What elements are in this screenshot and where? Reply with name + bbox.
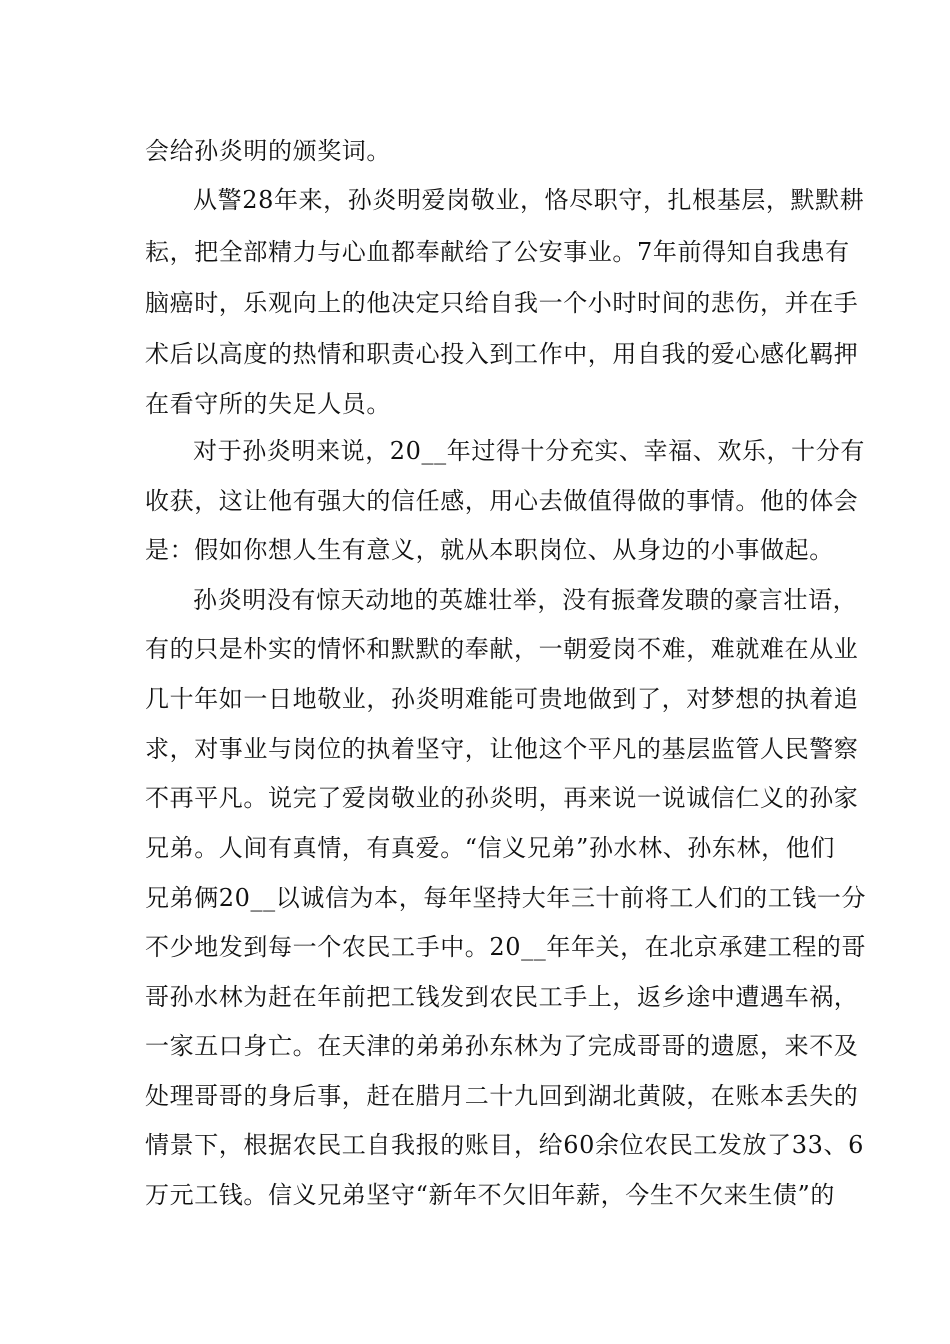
text-line: 耘，把全部精力与心血都奉献给了公安事业。7年前得知自我患有 — [145, 238, 850, 266]
text-line: 哥孙水林为赶在年前把工钱发到农民工手上，返乡途中遭遇车祸， — [145, 983, 859, 1011]
text-line: 处理哥哥的身后事，赶在腊月二十九回到湖北黄陂，在账本丢失的 — [145, 1082, 859, 1110]
text-line: 不再平凡。说完了爱岗敬业的孙炎明，再来说一说诚信仁义的孙家 — [145, 784, 859, 812]
paragraph-first-line: 孙炎明没有惊天动地的英雄壮举，没有振聋发聩的豪言壮语， — [193, 586, 858, 614]
text-line: 脑癌时，乐观向上的他决定只给自我一个小时时间的悲伤，并在手 — [145, 289, 859, 317]
text-line: 一家五口身亡。在天津的弟弟孙东林为了完成哥哥的遗愿，来不及 — [145, 1032, 859, 1060]
text-line: 有的只是朴实的情怀和默默的奉献，一朝爱岗不难，难就难在从业 — [145, 635, 859, 663]
text-line: 兄弟。人间有真情，有真爱。“信义兄弟”孙水林、孙东林，他们 — [145, 834, 835, 862]
paragraph-first-line: 从警28年来，孙炎明爱岗敬业，恪尽职守，扎根基层，默默耕 — [193, 186, 865, 214]
text-line: 收获，这让他有强大的信任感，用心去做值得做的事情。他的体会 — [145, 487, 859, 515]
text-line: 在看守所的失足人员。 — [145, 390, 391, 418]
text-line: 不少地发到每一个农民工手中。20__年年关，在北京承建工程的哥 — [145, 933, 867, 961]
text-line: 兄弟俩20__以诚信为本，每年坚持大年三十前将工人们的工钱一分 — [145, 884, 867, 912]
text-line: 万元工钱。信义兄弟坚守“新年不欠旧年薪，今生不欠来生债”的 — [145, 1181, 835, 1209]
text-line: 几十年如一日地敬业，孙炎明难能可贵地做到了，对梦想的执着追 — [145, 685, 859, 713]
paragraph-first-line: 对于孙炎明来说，20__年过得十分充实、幸福、欢乐，十分有 — [193, 437, 865, 465]
text-line: 会给孙炎明的颁奖词。 — [145, 137, 391, 165]
text-line: 术后以高度的热情和职责心投入到工作中，用自我的爱心感化羁押 — [145, 340, 859, 368]
text-line: 是：假如你想人生有意义，就从本职岗位、从身边的小事做起。 — [145, 536, 834, 564]
text-line: 情景下，根据农民工自我报的账目，给60余位农民工发放了33、6 — [145, 1131, 864, 1159]
text-line: 求，对事业与岗位的执着坚守，让他这个平凡的基层监管人民警察 — [145, 735, 859, 763]
